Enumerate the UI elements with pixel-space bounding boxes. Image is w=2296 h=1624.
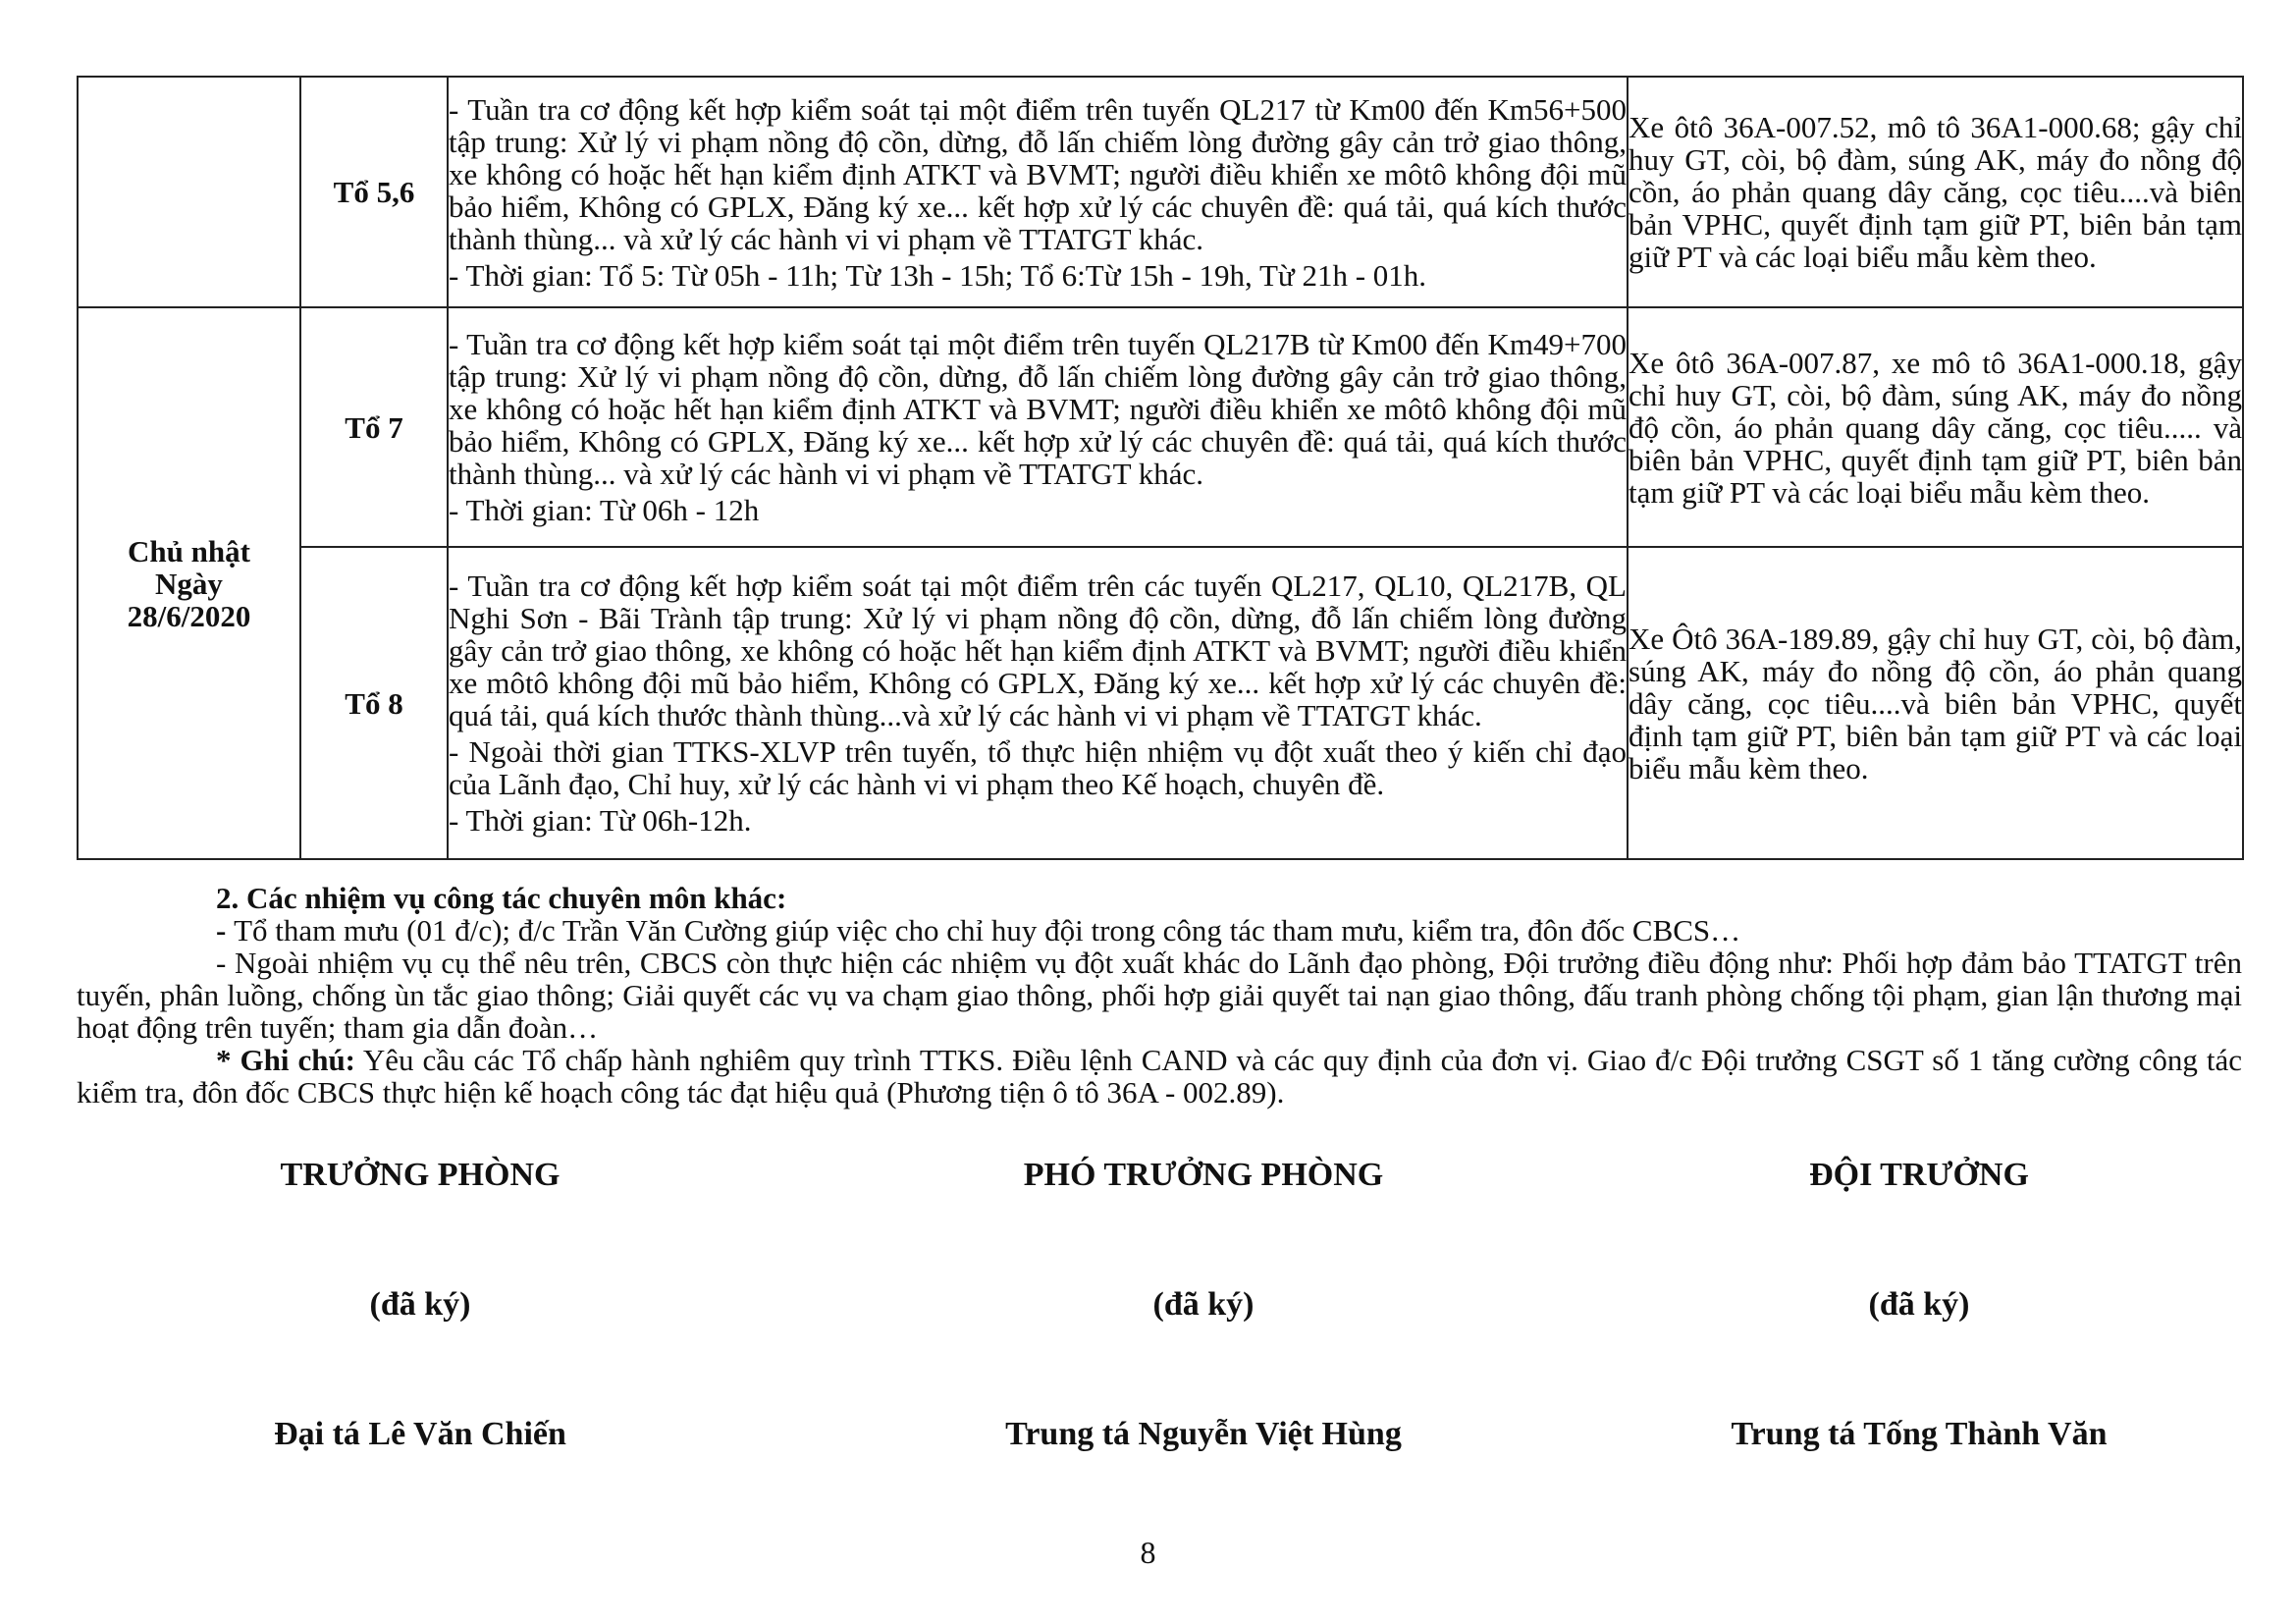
- signature-name: Đại tá Lê Văn Chiến: [274, 1416, 566, 1452]
- equipment-cell: Xe ôtô 36A-007.87, xe mô tô 36A1-000.18, gậy chỉ huy GT, còi, bộ đàm, súng AK, máy đo nồng độ cồn, áo phản quang dây căng, cọc tiêu..... và biên bản VPHC, quyết định tạm giữ PT, biên bản tạm giữ PT và các loại biểu mẫu kèm theo.: [1628, 307, 2243, 547]
- day-cell: [78, 307, 300, 859]
- signature-status: (đã ký): [1152, 1286, 1255, 1323]
- section-note: [77, 1044, 2242, 1109]
- task-description: - Tuần tra cơ động kết hợp kiểm soát tại một điểm trên các tuyến QL217, QL10, QL217B, QL Nghi Sơn - Bãi Trành tập trung: Xử lý vi phạm nồng độ cồn, dừng, đỗ lấn chiếm lòng đường gây cản trở giao thông, xe không có hoặc hết hạn kiểm định ATKT và BVMT; người điều khiển xe môtô không đội mũ bảo hiểm, Không có GPLX, Đăng ký xe... kết hợp xử lý các chuyên đề: quá tải, quá kích thước thành thùng...và xử lý các hành vi vi phạm về TTATGT khác.: [449, 568, 1627, 732]
- task-description: - Tuần tra cơ động kết hợp kiểm soát tại một điểm trên tuyến QL217 từ Km00 đến Km56+500 tập trung: Xử lý vi phạm nồng độ cồn, dừng, đỗ lấn chiếm lòng đường gây cản trở giao thông, xe không có hoặc hết hạn kiểm định ATKT và BVMT; người điều khiển xe môtô không đội mũ bảo hiểm, Không có GPLX, Đăng ký xe... kết hợp xử lý các chuyên đề: quá tải, quá kích thước thành thùng... và xử lý các hành vi vi phạm về TTATGT khác.: [449, 91, 1627, 256]
- signature-role: ĐỘI TRƯỞNG: [1809, 1157, 2029, 1193]
- signature-name: Trung tá Tống Thành Văn: [1731, 1416, 2108, 1452]
- patrol-schedule-table: [77, 76, 2244, 860]
- task-extra: - Ngoài thời gian TTKS-XLVP trên tuyến, tổ thực hiện nhiệm vụ đột xuất theo ý kiến chỉ đạo của Lãnh đạo, Chỉ huy, xử lý các hành vi vi phạm theo Kế hoạch, chuyên đề.: [449, 734, 1627, 801]
- section-item-advisory: - Tổ tham mưu (01 đ/c); đ/c Trần Văn Cường giúp việc cho chỉ huy đội trong công tác tham mưu, kiểm tra, đôn đốc CBCS…: [216, 913, 1741, 947]
- section-item-duties: - Ngoài nhiệm vụ cụ thể nêu trên, CBCS còn thực hiện các nhiệm vụ đột xuất khác do Lãnh đạo phòng, Đội trưởng điều động như: Phối hợp đảm bảo TTATGT trên tuyến, phân luồng, chống ùn tắc giao thông; Giải quyết các vụ va chạm giao thông, phối hợp giải quyết tai nạn giao thông, đấu tranh phòng chống tội phạm, gian lận thương mại hoạt động trên tuyến; tham gia dẫn đoàn…: [77, 946, 2242, 1045]
- signature-role: TRƯỞNG PHÒNG: [280, 1157, 561, 1193]
- group-cell: Tổ 5,6: [300, 77, 448, 307]
- equipment-cell: Xe ôtô 36A-007.52, mô tô 36A1-000.68; gậy chỉ huy GT, còi, bộ đàm, súng AK, máy đo nồng độ cồn, áo phản quang dây căng, cọc tiêu....và biên bản VPHC, quyết định tạm giữ PT, biên bản tạm giữ PT và các loại biểu mẫu kèm theo.: [1628, 77, 2243, 307]
- task-time: - Thời gian: Từ 06h-12h.: [449, 803, 752, 838]
- task-time: - Thời gian: Tổ 5: Từ 05h - 11h; Từ 13h - 15h; Tổ 6:Từ 15h - 19h, Từ 21h - 01h.: [449, 257, 1427, 293]
- day-label-date: 28/6/2020: [127, 598, 251, 633]
- table-row: [78, 77, 2243, 307]
- signature-role: PHÓ TRƯỞNG PHÒNG: [1023, 1157, 1384, 1193]
- signature-status: (đã ký): [369, 1286, 471, 1323]
- task-cell: [448, 547, 1628, 859]
- other-tasks-section: [77, 882, 2242, 1109]
- note-text: Yêu cầu các Tổ chấp hành nghiêm quy trình TTKS. Điều lệnh CAND và các quy định của đơn vị. Giao đ/c Đội trưởng CSGT số 1 tăng cường công tác kiểm tra, đôn đốc CBCS thực hiện kế hoạch công tác đạt hiệu quả (Phương tiện ô tô 36A - 002.89).: [77, 1043, 2242, 1110]
- task-description: - Tuần tra cơ động kết hợp kiểm soát tại một điểm trên tuyến QL217B từ Km00 đến Km49+700 tập trung: Xử lý vi phạm nồng độ cồn, dừng, đỗ lấn chiếm lòng đường gây cản trở giao thông, xe không có hoặc hết hạn kiểm định ATKT và BVMT; người điều khiển xe môtô không đội mũ bảo hiểm, Không có GPLX, Đăng ký xe... kết hợp xử lý các chuyên đề: quá tải, quá kích thước thành thùng... và xử lý các hành vi vi phạm về TTATGT khác.: [449, 327, 1627, 491]
- table-row: [78, 307, 2243, 547]
- signature-name: Trung tá Nguyễn Việt Hùng: [1005, 1416, 1402, 1452]
- signature-status: (đã ký): [1868, 1286, 1970, 1323]
- group-cell: Tổ 7: [300, 307, 448, 547]
- group-cell: Tổ 8: [300, 547, 448, 859]
- note-label: * Ghi chú:: [216, 1043, 356, 1077]
- day-label-line2: Ngày: [155, 566, 223, 601]
- table-row: [78, 547, 2243, 859]
- task-time: - Thời gian: Từ 06h - 12h: [449, 493, 760, 527]
- page-number: 8: [1140, 1535, 1156, 1570]
- task-cell: [448, 77, 1628, 307]
- task-cell: [448, 307, 1628, 547]
- equipment-cell: Xe Ôtô 36A-189.89, gậy chỉ huy GT, còi, bộ đàm, súng AK, máy đo nồng độ cồn, áo phản quang dây căng, cọc tiêu....và biên bản VPHC, quyết định tạm giữ PT, biên bản tạm giữ PT và các loại biểu mẫu kèm theo.: [1628, 547, 2243, 859]
- day-cell-empty: [78, 77, 300, 307]
- section-heading: 2. Các nhiệm vụ công tác chuyên môn khác:: [216, 881, 787, 915]
- day-label-line1: Chủ nhật: [128, 533, 250, 568]
